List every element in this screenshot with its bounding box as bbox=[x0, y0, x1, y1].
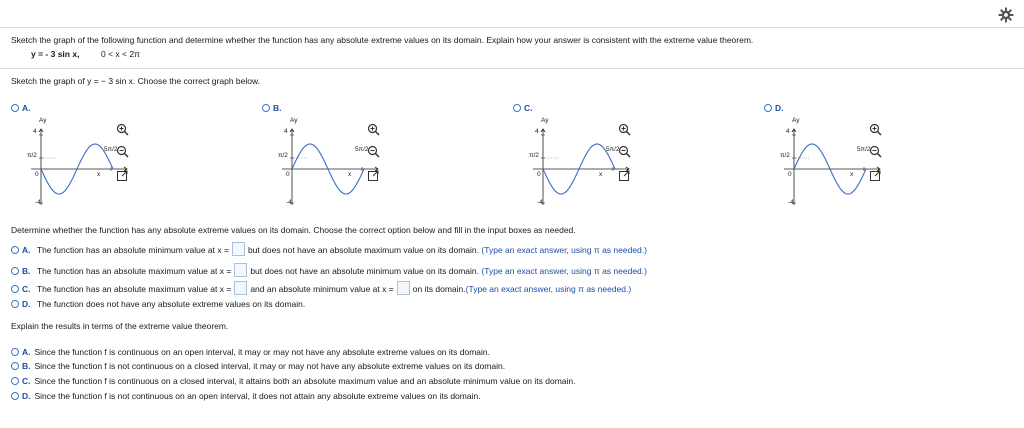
option-letter: D. bbox=[22, 391, 31, 401]
zoom-in-icon[interactable] bbox=[869, 123, 882, 136]
y-tick-label: -4 bbox=[788, 199, 794, 206]
option-text: Since the function f is continuous on a closed interval, it attains both an absolute maximum value and an absolute minimum value on its domain. bbox=[34, 376, 576, 386]
popout-icon[interactable] bbox=[618, 169, 631, 182]
zoom-out-icon[interactable] bbox=[367, 145, 380, 158]
radio-button[interactable] bbox=[11, 392, 19, 400]
y-tick-label: -4 bbox=[35, 199, 41, 206]
origin-label: 0 bbox=[286, 171, 290, 178]
theorem-option-a[interactable] bbox=[11, 347, 490, 357]
radio-button[interactable] bbox=[11, 267, 19, 275]
popout-icon[interactable] bbox=[367, 169, 380, 182]
radio-button[interactable] bbox=[11, 285, 19, 293]
radio-button[interactable] bbox=[11, 246, 19, 254]
radio-button[interactable] bbox=[11, 377, 19, 385]
zoom-out-icon[interactable] bbox=[116, 145, 129, 158]
radio-button[interactable] bbox=[11, 104, 19, 112]
y-tick-label: 4 bbox=[284, 128, 288, 135]
function-expression: y = - 3 sin x, bbox=[31, 49, 80, 59]
y-axis-label: Ay bbox=[290, 117, 298, 124]
x-axis-label: x bbox=[850, 171, 854, 178]
option-letter: D. bbox=[775, 103, 784, 113]
radio-button[interactable] bbox=[262, 104, 270, 112]
graph-option-b[interactable] bbox=[262, 101, 442, 211]
y-tick-label: 4 bbox=[535, 128, 539, 135]
radio-button[interactable] bbox=[764, 104, 772, 112]
popout-icon[interactable] bbox=[116, 169, 129, 182]
radio-button[interactable] bbox=[11, 348, 19, 356]
zoom-out-icon[interactable] bbox=[869, 145, 882, 158]
pi-over-2-label: π/2 bbox=[780, 152, 790, 159]
five-pi-over-2-label: 5π/2 bbox=[857, 146, 871, 153]
x-axis-label: x bbox=[97, 171, 101, 178]
x-axis-label: x bbox=[599, 171, 603, 178]
pi-over-2-label: π/2 bbox=[529, 152, 539, 159]
popout-icon[interactable] bbox=[869, 169, 882, 182]
radio-button[interactable] bbox=[513, 104, 521, 112]
y-tick-label: -4 bbox=[286, 199, 292, 206]
origin-label: 0 bbox=[537, 171, 541, 178]
y-tick-label: -4 bbox=[537, 199, 543, 206]
y-tick-label: 4 bbox=[33, 128, 37, 135]
theorem-option-b[interactable] bbox=[11, 361, 505, 371]
origin-label: 0 bbox=[788, 171, 792, 178]
y-axis-label: Ay bbox=[39, 117, 47, 124]
option-letter: C. bbox=[22, 376, 31, 386]
part1-prompt: Sketch the graph of y = − 3 sin x. Choose the correct graph below. bbox=[11, 76, 261, 86]
option-letter: A. bbox=[22, 347, 31, 357]
answer-input-max[interactable] bbox=[234, 281, 247, 295]
x-axis-label: x bbox=[348, 171, 352, 178]
part3-prompt: Explain the results in terms of the extreme value theorem. bbox=[11, 321, 229, 331]
zoom-out-icon[interactable] bbox=[618, 145, 631, 158]
graph-option-d[interactable] bbox=[764, 101, 944, 211]
radio-button[interactable] bbox=[11, 300, 19, 308]
theorem-option-d[interactable] bbox=[11, 391, 481, 401]
answer-input-min[interactable] bbox=[232, 242, 245, 256]
option-letter: A. bbox=[22, 103, 31, 113]
pi-over-2-label: π/2 bbox=[27, 152, 37, 159]
zoom-in-icon[interactable] bbox=[367, 123, 380, 136]
origin-label: 0 bbox=[35, 171, 39, 178]
five-pi-over-2-label: 5π/2 bbox=[104, 146, 118, 153]
y-axis-label: Ay bbox=[541, 117, 549, 124]
five-pi-over-2-label: 5π/2 bbox=[606, 146, 620, 153]
graph-option-a[interactable] bbox=[11, 101, 191, 211]
y-tick-label: 4 bbox=[786, 128, 790, 135]
option-text: Since the function f is not continuous on a closed interval, it may or may not have any absolute extreme values on its domain. bbox=[34, 361, 506, 371]
extreme-option-c[interactable]: C. The function has an absolute maximum value at x = and an absolute minimum value at x = on its domain.(Type an exact answer, using π as needed.) bbox=[11, 281, 631, 295]
extreme-option-b[interactable]: B. The function has an absolute maximum value at x = but does not have an absolute minimum value on its domain. (Type an exact answer, using π as needed.) bbox=[11, 263, 647, 277]
option-letter: B. bbox=[273, 103, 282, 113]
option-text: Since the function f is not continuous on an open interval, it does not attain any absolute extreme values on its domain. bbox=[34, 391, 481, 401]
problem-instruction: Sketch the graph of the following function and determine whether the function has any absolute extreme values on its domain. Explain how your answer is consistent with the extreme value theorem. bbox=[11, 35, 754, 45]
option-letter: B. bbox=[22, 361, 31, 371]
extreme-option-d[interactable]: D. The function does not have any absolute extreme values on its domain. bbox=[11, 299, 305, 309]
graph-option-c[interactable] bbox=[513, 101, 693, 211]
zoom-in-icon[interactable] bbox=[618, 123, 631, 136]
gear-icon[interactable] bbox=[998, 7, 1014, 23]
function-domain: 0 < x < 2π bbox=[101, 49, 140, 59]
answer-input-min[interactable] bbox=[397, 281, 410, 295]
zoom-in-icon[interactable] bbox=[116, 123, 129, 136]
radio-button[interactable] bbox=[11, 362, 19, 370]
option-text: Since the function f is continuous on an open interval, it may or may not have any absolute extreme values on its domain. bbox=[34, 347, 490, 357]
part2-prompt: Determine whether the function has any absolute extreme values on its domain. Choose the correct option below and fill in the input boxes as needed. bbox=[11, 225, 576, 235]
answer-input-max[interactable] bbox=[234, 263, 247, 277]
y-axis-label: Ay bbox=[792, 117, 800, 124]
theorem-option-c[interactable] bbox=[11, 376, 576, 386]
five-pi-over-2-label: 5π/2 bbox=[355, 146, 369, 153]
option-letter: C. bbox=[524, 103, 533, 113]
extreme-option-a[interactable]: A. The function has an absolute minimum value at x = but does not have an absolute maximum value on its domain. (Type an exact answer, using π as needed.) bbox=[11, 242, 647, 256]
pi-over-2-label: π/2 bbox=[278, 152, 288, 159]
